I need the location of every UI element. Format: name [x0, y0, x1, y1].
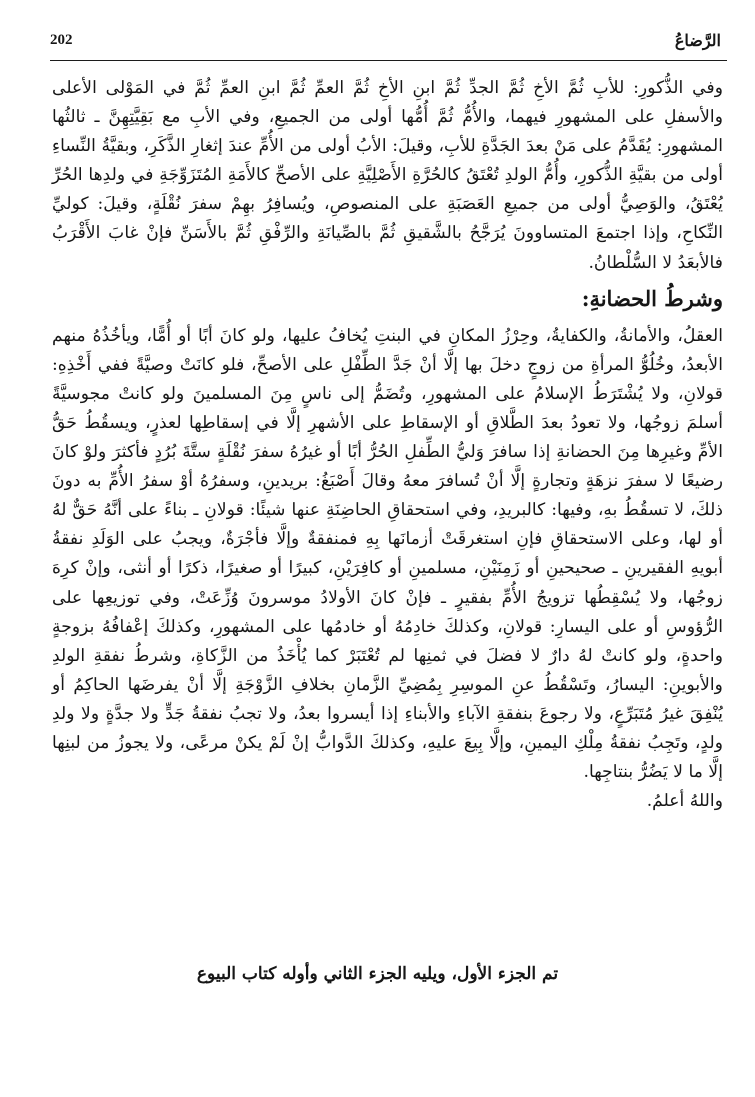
- page-number: 202: [50, 32, 73, 48]
- colophon: تم الجزء الأول، ويليه الجزء الثاني وأوله كتاب البيوع: [196, 964, 559, 984]
- chapter-title: الرَّضاعُ: [674, 31, 721, 50]
- paragraph-custody-order: وفي الذُّكورِ: للأبِ ثُمَّ الأخِ ثُمَّ الجدِّ ثُمَّ ابنِ الأخِ ثُمَّ العمِّ ثُمَّ ابنِ العمِّ ثُمَّ في المَوْلى الأعلى والأسفلِ على المشهورِ فيهما، والأُمُّ ثُمَّ أُمُّها أولى من الجميعِ، وفي الأبِ مع بَقِيَّتِهِنَّ ـ ثالثُها المشهورِ: يُقَدَّمُ على مَنْ بعدَ الجَدَّةِ للأبِ، وقيلَ: الأبُ أولى من الأُمِّ عندَ إثغارِ الذَّكَرِ، وبقيَّةُ النِّساءِ أولى من بقيَّةِ الذُّكورِ، وأُمُّ الولدِ تُعْتَقُ كالحُرَّةِ الأَصْلِيَّةِ على الأصحِّ كالأَمَةِ المُتَزَوِّجَةِ في ولدِها الحُرِّ يُعْتَقُ، والوَصِيُّ أولى من جميعِ العَصَبَةِ على المنصوصِ، ويُسافِرُ بهِمْ سفرَ نُقْلَةٍ، وقيلَ: كوليِّ النِّكاحِ، وإذا اجتمعَ المتساوونَ يُرَجَّحُ بالشَّقيقِ ثُمَّ بالصِّيانَةِ والرِّفْقِ ثُمَّ بالأَسَنِّ فإنْ غابَ الأَقْرَبُ فالأبعَدُ لا السُّلْطانُ.: [52, 78, 723, 273]
- paragraph-custody-conditions: العقلُ، والأمانةُ، والكفايةُ، وحِرْزُ المكانِ في البنتِ يُخافُ عليها، ولو كانَ أبًا أو أُمًّا، ويأخُذُهُ منهم الأبعدُ، وخُلُوُّ المرأةِ من زوجٍ دخلَ بها إلَّا أنْ جَدَّ الطِّفْلِ على الأصحِّ، فلو كانَتْ وصيَّةً ففي أَخْذِهِ: قولانِ، ولا يُشْتَرَطُ الإسلامُ على المشهورِ، وتُضَمُّ إلى ناسٍ مِنَ المسلمينَ ولو كانتْ مجوسيَّةً أسلمَ زوجُها، ولا تعودُ بعدَ الطَّلاقِ أو الإسقاطِ على الأشهرِ إلَّا في إسقاطِها لعذرٍ، ويسقُطُ حَقُّ الأمِّ وغيرِها مِنَ الحضانةِ إذا سافرَ وَليُّ الطِّفلِ الحُرُّ أبًا أو غيرُهُ سفرَ نُقْلَةٍ ستَّةَ بُرُدٍ فأكثرَ ولوْ كانَ رضيعًا لا سفرَ نزهَةٍ وتجارةٍ إلَّا أنْ تُسافرَ معهُ وقالَ أَصْبَغُ: بريدينِ، وسفرُهُ أوْ سفرُ الأُمِّ به دونَ ذلكَ، لا تسقُطُ بهِ، وفيها: كالبريدِ، وفي استحقاقِ الحاضِنَةِ عنها شيئًا: قولانِ ـ بناءً على أنَّهُ حَقٌّ لهُ أو لها، وعلى الاستحقاقِ فإنِ استغرقَتْ أزمانَها بِهِ فمنفقةٌ وإلَّا فأجْرَةٌ، ويجبُ على الوَلَدِ نفقةُ أبويهِ الفقيرينِ ـ صحيحينِ أو زَمِنَيْنِ، مسلمينِ أو كافِرَيْنِ، كبيرًا أو صغيرًا، ذكرًا أو أنثى، وإنْ كرِهَ زوجُها، ولا يُسْقِطُها تزويجُ الأُمِّ بفقيرٍ ـ فإنْ كانَ الأولادُ موسرونَ وُزِّعَتْ، وفي توزيعِها على الرُّؤوسِ أو على اليسارِ: قولانِ، وكذلكَ خادِمُهُ أو خادمُها على المشهورِ، وكذلكَ إعْفافُهُ بزوجةٍ واحدةٍ، ولو كانتْ لهُ دارٌ لا فضلَ في ثمنِها لم تُعْتَبَرْ كما يُأْخَذُ من الزَّكاةِ، وشرطُ نفقةِ الولدِ والأبوينِ: اليسارُ، وتَسْقُطُ عنِ الموسِرِ بِمُضِيِّ الزَّمانِ بخلافِ الزَّوْجَةِ إلَّا أنْ يفرضَها الحاكِمُ أو يُنْفِقَ غيرُ مُتَبَرِّعٍ، ولا رجوعَ بنفقةِ الآباءِ والأبناءِ إذا أيسروا بعدُ، ولا تجبُ نفقةُ جَدٍّ ولا جدَّةٍ ولا ولدِ ولدٍ، وتَجِبُ نفقةُ مِلْكِ اليمينِ، وإلَّا بِيعَ عليهِ، وكذلكَ الدَّوابُّ إنْ لَمْ يكنْ مرعًى، ولا يجوزُ من لبنِها إلَّا ما لا يَضُرُّ بنتاجِها.: [52, 325, 723, 783]
- running-header: [50, 32, 727, 61]
- closing-phrase: واللهُ أعلمُ.: [646, 791, 723, 812]
- section-heading: وشرطُ الحضانةِ:: [581, 285, 723, 311]
- main-text: [52, 74, 723, 816]
